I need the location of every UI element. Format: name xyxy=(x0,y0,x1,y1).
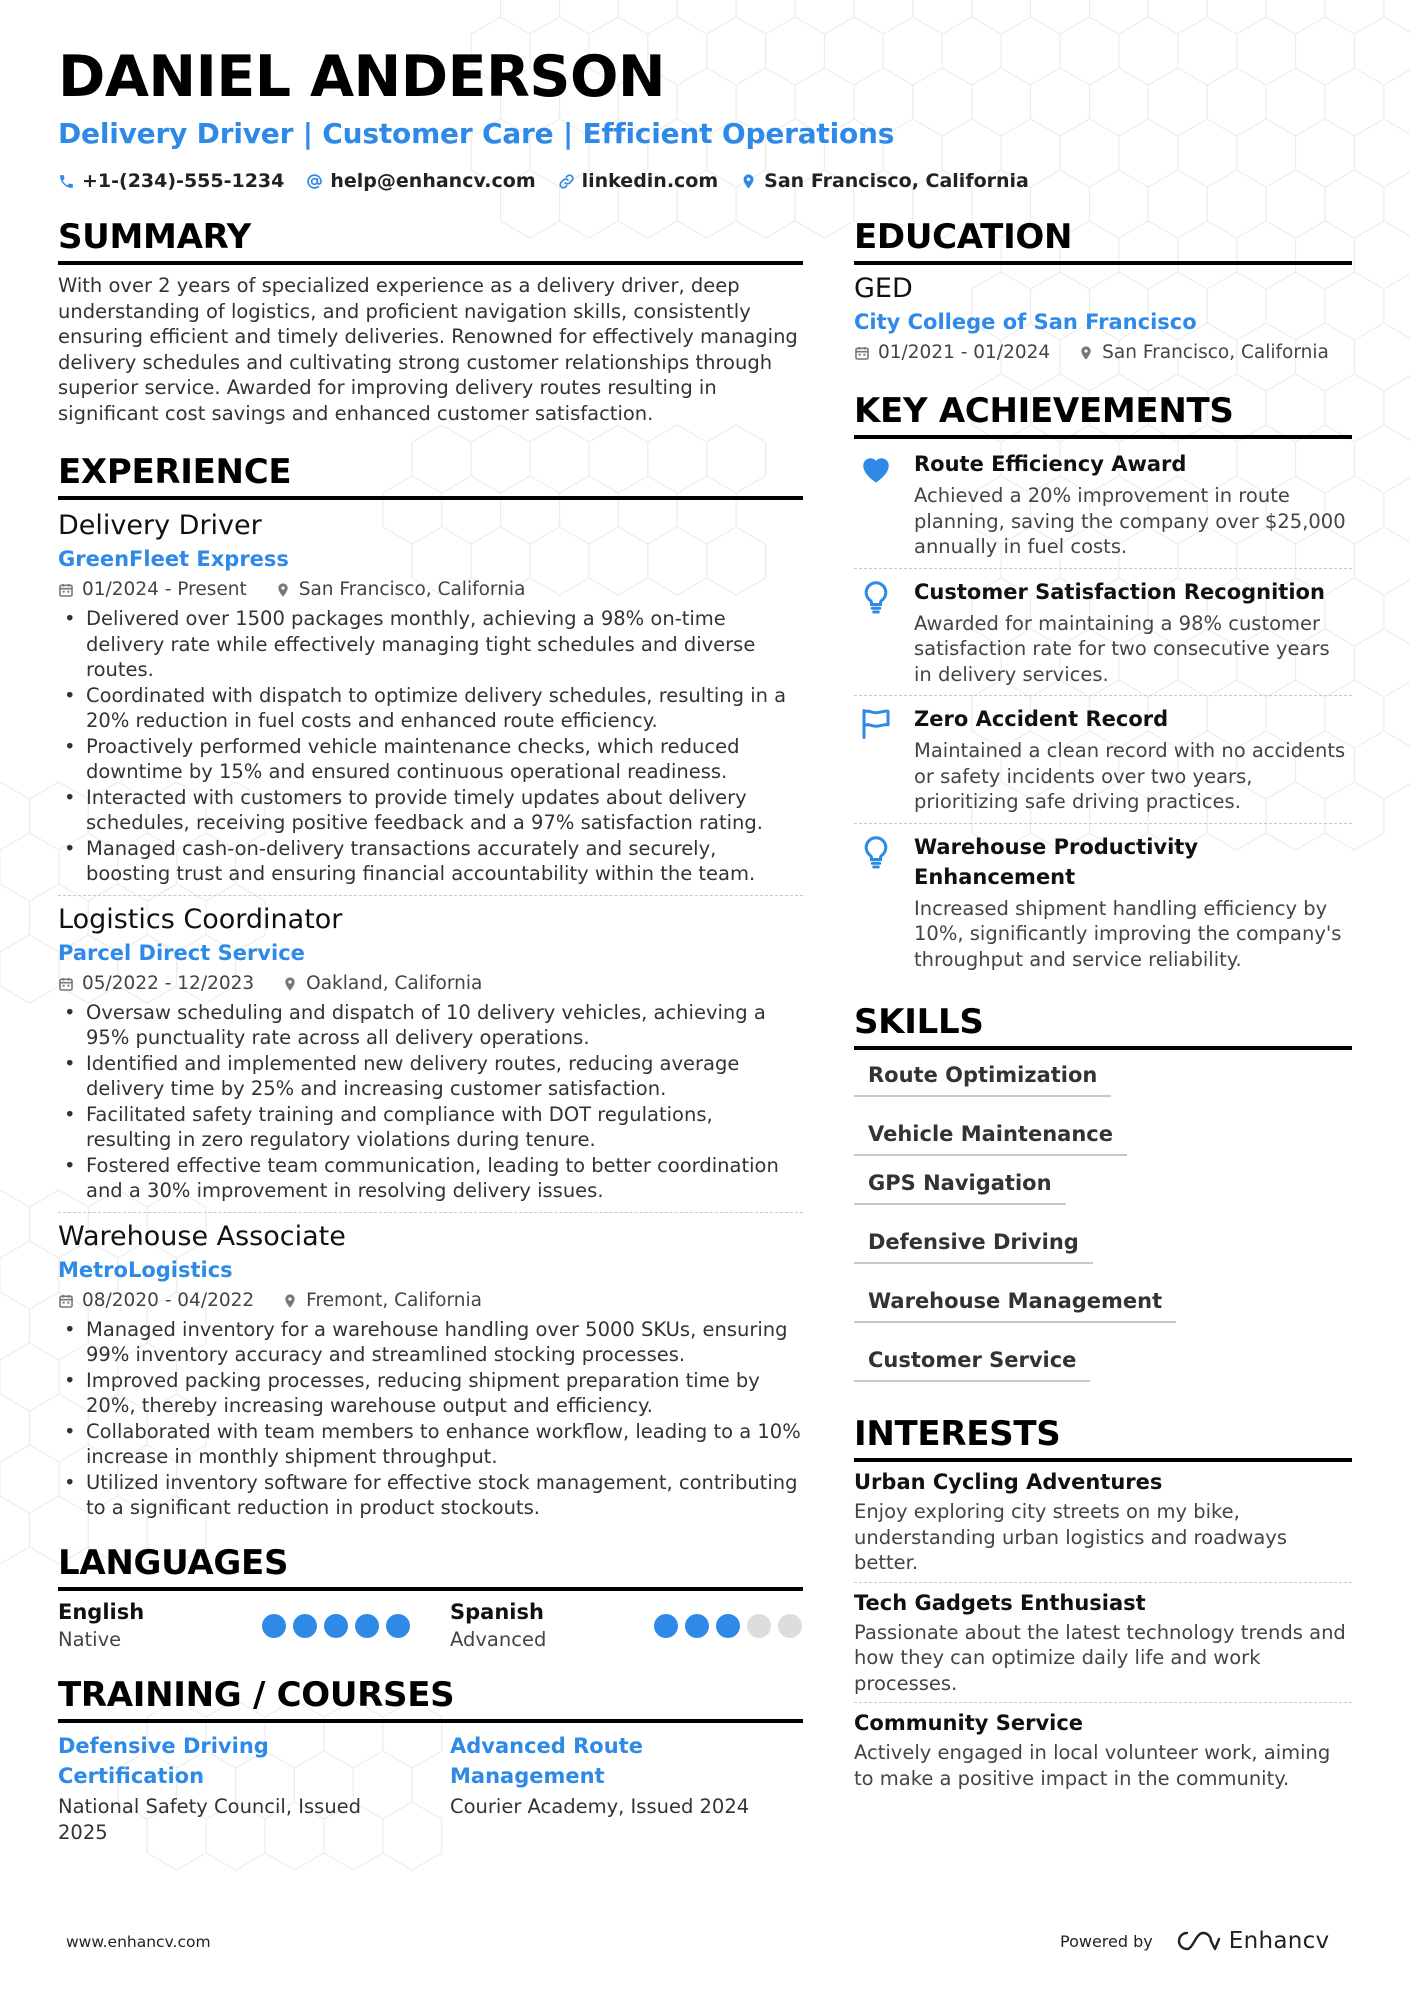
languages-list xyxy=(58,1599,803,1653)
calendar-icon xyxy=(854,345,870,361)
education-location-text: San Francisco, California xyxy=(1102,342,1329,363)
course-title: Advanced Route Management xyxy=(450,1733,643,1788)
job-entry xyxy=(58,1219,803,1521)
course-item xyxy=(450,1731,802,1846)
language-rating xyxy=(262,1614,410,1638)
achievement-divider xyxy=(854,695,1352,696)
calendar-icon xyxy=(58,1293,74,1309)
course-item xyxy=(58,1731,410,1846)
interest-item xyxy=(854,1468,1352,1576)
achievement-item xyxy=(854,443,1352,566)
phone-text: +1-(234)-555-1234 xyxy=(82,170,285,192)
achievement-desc: Increased shipment handling efficiency by 10%, significantly improving the company's throughput and service reliability. xyxy=(914,896,1342,971)
contact-email[interactable] xyxy=(306,170,535,192)
job-location-text: Oakland, California xyxy=(306,972,483,994)
achievement-item xyxy=(854,826,1352,979)
skill-tag: GPS Navigation xyxy=(854,1166,1066,1205)
interest-item xyxy=(854,1589,1352,1697)
interest-divider xyxy=(854,1702,1352,1703)
job-company: Parcel Direct Service xyxy=(58,940,305,965)
summary-section xyxy=(58,215,803,426)
job-dates-text: 08/2020 - 04/2022 xyxy=(82,1289,255,1311)
powered-by-text: Powered by xyxy=(1060,1931,1153,1951)
training-section xyxy=(58,1673,803,1846)
job-bullet: • Interacted with customers to provide timely updates about delivery schedules, receiving positive feedback and a 97% satisfaction rating. xyxy=(58,785,803,836)
language-rating xyxy=(654,1614,802,1638)
enhancv-logo-icon xyxy=(1175,1929,1221,1953)
enhancv-logo-text: Enhancv xyxy=(1228,1928,1330,1954)
rating-dot xyxy=(654,1614,678,1638)
skills-section xyxy=(854,1000,1352,1382)
skill-tag: Defensive Driving xyxy=(854,1225,1093,1264)
education-school: City College of San Francisco xyxy=(854,310,1197,334)
calendar-icon xyxy=(58,976,74,992)
location-pin-icon xyxy=(275,582,291,598)
language-level: Advanced xyxy=(450,1627,547,1651)
job-bullet: • Managed inventory for a warehouse handling over 5000 SKUs, ensuring 99% inventory accuracy and streamlined stocking processes. xyxy=(58,1317,803,1368)
languages-section xyxy=(58,1541,803,1653)
job-meta xyxy=(58,1287,803,1315)
interests-section xyxy=(854,1412,1352,1791)
contact-linkedin[interactable] xyxy=(558,170,719,192)
rating-dot xyxy=(685,1614,709,1638)
job-company: MetroLogistics xyxy=(58,1257,233,1282)
linkedin-text: linkedin.com xyxy=(581,170,719,192)
experience-section xyxy=(58,450,803,1521)
skill-tag: Warehouse Management xyxy=(854,1284,1176,1323)
achievement-item xyxy=(854,698,1352,821)
job-bullet: • Managed cash-on-delivery transactions accurately and securely, boosting trust and ensuring financial accountability within the team. xyxy=(58,836,803,887)
achievement-desc: Maintained a clean record with no accidents or safety incidents over two years, prioritizing safe driving practices. xyxy=(914,739,1346,813)
rating-dot xyxy=(324,1614,348,1638)
job-bullet: • Collaborated with team members to enhance workflow, leading to a 10% increase in monthly shipment throughput. xyxy=(58,1419,803,1470)
rating-dot xyxy=(716,1614,740,1638)
education-meta xyxy=(854,339,1352,367)
job-bullet: • Delivered over 1500 packages monthly, achieving a 98% on-time delivery rate while effectively managing tight schedules and diverse routes. xyxy=(58,606,803,683)
left-column xyxy=(58,215,803,1846)
interest-item xyxy=(854,1709,1352,1791)
job-location xyxy=(275,576,526,604)
contact-bar xyxy=(58,170,1029,192)
job-title: Warehouse Associate xyxy=(58,1220,346,1252)
job-dates xyxy=(58,576,247,604)
language-name: Spanish xyxy=(450,1599,544,1624)
interest-title: Community Service xyxy=(854,1711,1084,1735)
job-divider xyxy=(58,895,803,896)
skill-tag: Vehicle Maintenance xyxy=(854,1117,1127,1156)
location-text: San Francisco, California xyxy=(764,170,1029,192)
candidate-name: DANIEL ANDERSON xyxy=(58,44,666,110)
job-dates-text: 05/2022 - 12/2023 xyxy=(82,972,255,994)
job-entry xyxy=(58,902,803,1204)
job-bullets xyxy=(58,606,803,887)
interest-desc: Actively engaged in local volunteer work, aiming to make a positive impact in the community. xyxy=(854,1741,1331,1790)
training-heading: TRAINING / COURSES xyxy=(58,1673,803,1723)
job-dates xyxy=(58,1287,254,1315)
job-title: Delivery Driver xyxy=(58,510,262,541)
interests-heading: INTERESTS xyxy=(854,1412,1352,1462)
interest-title: Tech Gadgets Enthusiast xyxy=(854,1590,1146,1615)
heart-icon xyxy=(858,451,894,487)
summary-heading: SUMMARY xyxy=(58,215,803,265)
interest-desc: Enjoy exploring city streets on my bike, understanding urban logistics and roadways better. xyxy=(854,1500,1287,1574)
contact-phone[interactable] xyxy=(58,170,284,192)
job-bullet: • Identified and implemented new delivery routes, reducing average delivery time by 25% and increasing customer satisfaction. xyxy=(58,1051,803,1102)
skills-heading: SKILLS xyxy=(854,1000,1352,1050)
link-icon xyxy=(558,173,575,190)
job-entry xyxy=(58,508,803,887)
job-bullet: • Oversaw scheduling and dispatch of 10 delivery vehicles, achieving a 95% punctuality rate across all delivery operations. xyxy=(58,1000,803,1051)
lightbulb-icon xyxy=(858,579,894,615)
summary-text: With over 2 years of specialized experience as a delivery driver, deep understanding of logistics, and proficient navigation skills, consistently ensuring efficient and timely deliveries. Renowned for effectively managing delivery schedules and cultivating strong customer relationships through superior service. Awarded for improving delivery routes resulting in significant cost savings and enhanced customer satisfaction. xyxy=(58,274,798,425)
interest-title: Urban Cycling Adventures xyxy=(854,1470,1163,1494)
job-bullet: • Coordinated with dispatch to optimize delivery schedules, resulting in a 20% reduction in fuel costs and enhanced route efficiency. xyxy=(58,683,803,734)
rating-dot xyxy=(262,1614,286,1638)
headline: Delivery Driver | Customer Care | Efficient Operations xyxy=(58,117,895,150)
job-dates-text: 01/2024 - Present xyxy=(82,579,247,600)
education-dates xyxy=(854,339,1050,367)
achievement-desc: Achieved a 20% improvement in route planning, saving the company over $25,000 annually in fuel costs. xyxy=(914,484,1346,558)
job-location-text: Fremont, California xyxy=(306,1289,482,1311)
rating-dot xyxy=(355,1614,379,1638)
job-location xyxy=(282,970,482,998)
course-title: Defensive Driving Certification xyxy=(58,1733,269,1788)
location-pin-icon xyxy=(740,173,757,190)
education-section xyxy=(854,215,1352,367)
flag-icon xyxy=(858,706,894,742)
job-bullets xyxy=(58,1317,803,1521)
job-title: Logistics Coordinator xyxy=(58,903,343,935)
job-location-text: San Francisco, California xyxy=(298,579,526,600)
achievement-divider xyxy=(854,823,1352,824)
skills-list xyxy=(854,1058,1352,1382)
rating-dot xyxy=(778,1614,802,1638)
language-item xyxy=(450,1599,802,1653)
location-pin-icon xyxy=(1078,345,1094,361)
language-name: English xyxy=(58,1599,145,1624)
contact-location xyxy=(740,170,1029,192)
rating-dot xyxy=(747,1614,771,1638)
achievement-item xyxy=(854,571,1352,694)
job-company: GreenFleet Express xyxy=(58,547,289,571)
skill-tag: Route Optimization xyxy=(854,1058,1111,1097)
languages-heading: LANGUAGES xyxy=(58,1541,803,1591)
course-subtitle: Courier Academy, Issued 2024 xyxy=(450,1794,750,1818)
at-icon xyxy=(306,173,323,190)
rating-dot xyxy=(386,1614,410,1638)
experience-heading: EXPERIENCE xyxy=(58,450,803,500)
achievement-title: Customer Satisfaction Recognition xyxy=(914,579,1325,604)
courses-list xyxy=(58,1731,803,1846)
email-text: help@enhancv.com xyxy=(330,170,536,192)
job-bullet: • Fostered effective team communication, leading to better coordination and a 30% improvement in resolving delivery issues. xyxy=(58,1153,803,1204)
achievement-title: Route Efficiency Award xyxy=(914,452,1187,476)
rating-dot xyxy=(293,1614,317,1638)
right-column xyxy=(854,215,1352,1791)
job-divider xyxy=(58,1212,803,1213)
language-item xyxy=(58,1599,410,1653)
job-bullet: • Facilitated safety training and compliance with DOT regulations, resulting in zero regulatory violations during tenure. xyxy=(58,1102,803,1153)
language-level: Native xyxy=(58,1627,122,1651)
education-dates-text: 01/2021 - 01/2024 xyxy=(878,342,1051,363)
achievement-title: Zero Accident Record xyxy=(914,707,1169,731)
achievement-title: Warehouse Productivity Enhancement xyxy=(914,834,1199,889)
education-location xyxy=(1078,339,1329,367)
job-meta xyxy=(58,576,803,604)
course-subtitle: National Safety Council, Issued 2025 xyxy=(58,1794,362,1844)
job-location xyxy=(282,1287,482,1315)
job-bullet: • Proactively performed vehicle maintenance checks, which reduced downtime by 15% and ensured continuous operational readiness. xyxy=(58,734,803,785)
job-dates xyxy=(58,970,254,998)
phone-icon xyxy=(58,173,75,190)
achievement-desc: Awarded for maintaining a 98% customer satisfaction rate for two consecutive years in delivery services. xyxy=(914,611,1330,686)
job-bullet: • Utilized inventory software for effective stock management, contributing to a significant reduction in product stockouts. xyxy=(58,1470,803,1521)
achievements-heading: KEY ACHIEVEMENTS xyxy=(854,389,1352,439)
skill-tag: Customer Service xyxy=(854,1343,1090,1382)
achievement-divider xyxy=(854,568,1352,569)
location-pin-icon xyxy=(282,1293,298,1309)
enhancv-logo[interactable] xyxy=(1175,1928,1330,1954)
job-meta xyxy=(58,970,803,998)
calendar-icon xyxy=(58,582,74,598)
education-heading: EDUCATION xyxy=(854,215,1352,265)
job-bullets xyxy=(58,1000,803,1204)
interest-desc: Passionate about the latest technology trends and how they can optimize daily life and work processes. xyxy=(854,1620,1346,1695)
lightbulb-icon xyxy=(858,834,894,870)
location-pin-icon xyxy=(282,976,298,992)
job-bullet: • Improved packing processes, reducing shipment preparation time by 20%, thereby increasing warehouse output and efficiency. xyxy=(58,1368,803,1419)
interest-divider xyxy=(854,1582,1352,1583)
achievements-section xyxy=(854,389,1352,978)
footer-branding xyxy=(1060,1928,1329,1954)
education-degree: GED xyxy=(854,273,913,304)
footer-website[interactable]: www.enhancv.com xyxy=(66,1933,211,1951)
